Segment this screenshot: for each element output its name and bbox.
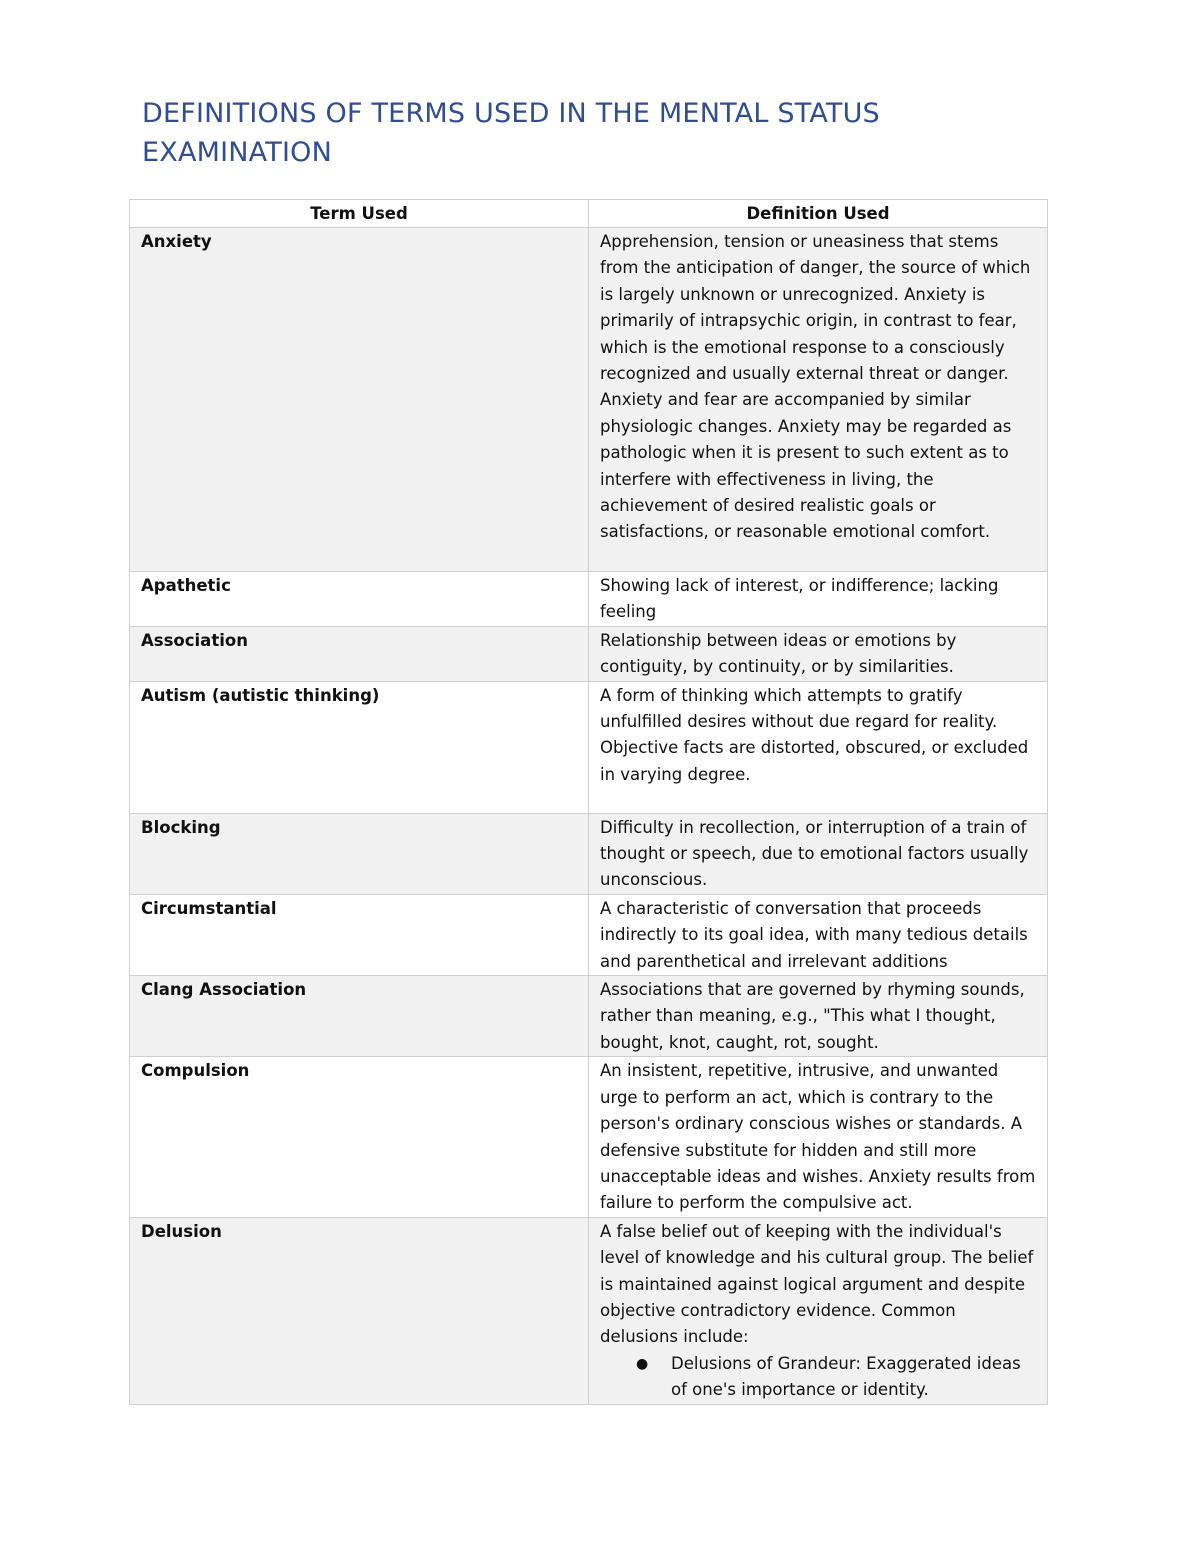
table-row bbox=[130, 976, 1047, 1056]
table-row bbox=[130, 228, 1047, 571]
definition-cell: Difficulty in recollection, or interruption of a train of thought or speech, due to emotional factors usually unconscious. bbox=[589, 814, 1047, 894]
term-cell: Circumstantial bbox=[130, 895, 588, 975]
page-title: DEFINITIONS OF TERMS USED IN THE MENTAL STATUS EXAMINATION bbox=[142, 98, 880, 168]
definition-cell: An insistent, repetitive, intrusive, and unwanted urge to perform an act, which is contrary to the person's ordinary conscious wishes or standards. A defensive substitute for hidden and still more unacceptable ideas and wishes. Anxiety results from failure to perform the compulsive act. bbox=[589, 1057, 1047, 1216]
term-cell: Apathetic bbox=[130, 572, 588, 626]
bullet-list bbox=[600, 1351, 1036, 1404]
term-cell: Blocking bbox=[130, 814, 588, 894]
table-row bbox=[130, 572, 1047, 626]
list-item bbox=[636, 1351, 1036, 1404]
definition-cell: A form of thinking which attempts to gratify unfulfilled desires without due regard for reality. Objective facts are distorted, obscured, or excluded in varying degree. bbox=[589, 682, 1047, 813]
definition-cell: Apprehension, tension or uneasiness that stems from the anticipation of danger, the source of which is largely unknown or unrecognized. Anxiety is primarily of intrapsychic origin, in contrast to fear, which is the emotional response to a consciously recognized and usually external threat or danger. Anxiety and fear are accompanied by similar physiologic changes. Anxiety may be regarded as pathologic when it is present to such extent as to interfere with effectiveness in living, the achievement of desired realistic goals or satisfactions, or reasonable emotional comfort. bbox=[589, 228, 1047, 571]
bullet-icon: ● bbox=[636, 1355, 649, 1372]
definition-cell bbox=[589, 1218, 1047, 1404]
definition-text: A false belief out of keeping with the individual's level of knowledge and his cultural group. The belief is maintained against logical argument and despite objective contradictory evidence. Common delusions include: bbox=[600, 1221, 1034, 1347]
table-header-row bbox=[130, 200, 1047, 227]
term-cell: Anxiety bbox=[130, 228, 588, 571]
term-cell: Delusion bbox=[130, 1218, 588, 1404]
definitions-table bbox=[129, 199, 1048, 1405]
definition-cell: Relationship between ideas or emotions by contiguity, by continuity, or by similarities. bbox=[589, 627, 1047, 681]
definition-cell: Associations that are governed by rhyming sounds, rather than meaning, e.g., "This what I thought, bought, knot, caught, rot, sought. bbox=[589, 976, 1047, 1056]
table-row bbox=[130, 1218, 1047, 1404]
definition-cell: A characteristic of conversation that proceeds indirectly to its goal idea, with many tedious details and parenthetical and irrelevant additions bbox=[589, 895, 1047, 975]
term-cell: Clang Association bbox=[130, 976, 588, 1056]
table-row bbox=[130, 895, 1047, 975]
table-row bbox=[130, 682, 1047, 813]
table-row bbox=[130, 627, 1047, 681]
term-cell: Autism (autistic thinking) bbox=[130, 682, 588, 813]
definition-cell: Showing lack of interest, or indifference; lacking feeling bbox=[589, 572, 1047, 626]
table-row bbox=[130, 1057, 1047, 1216]
column-header-definition: Definition Used bbox=[589, 200, 1047, 227]
term-cell: Compulsion bbox=[130, 1057, 588, 1216]
bullet-text: Delusions of Grandeur: Exaggerated ideas of one's importance or identity. bbox=[671, 1353, 1021, 1400]
column-header-term: Term Used bbox=[130, 200, 588, 227]
table-row bbox=[130, 814, 1047, 894]
term-cell: Association bbox=[130, 627, 588, 681]
